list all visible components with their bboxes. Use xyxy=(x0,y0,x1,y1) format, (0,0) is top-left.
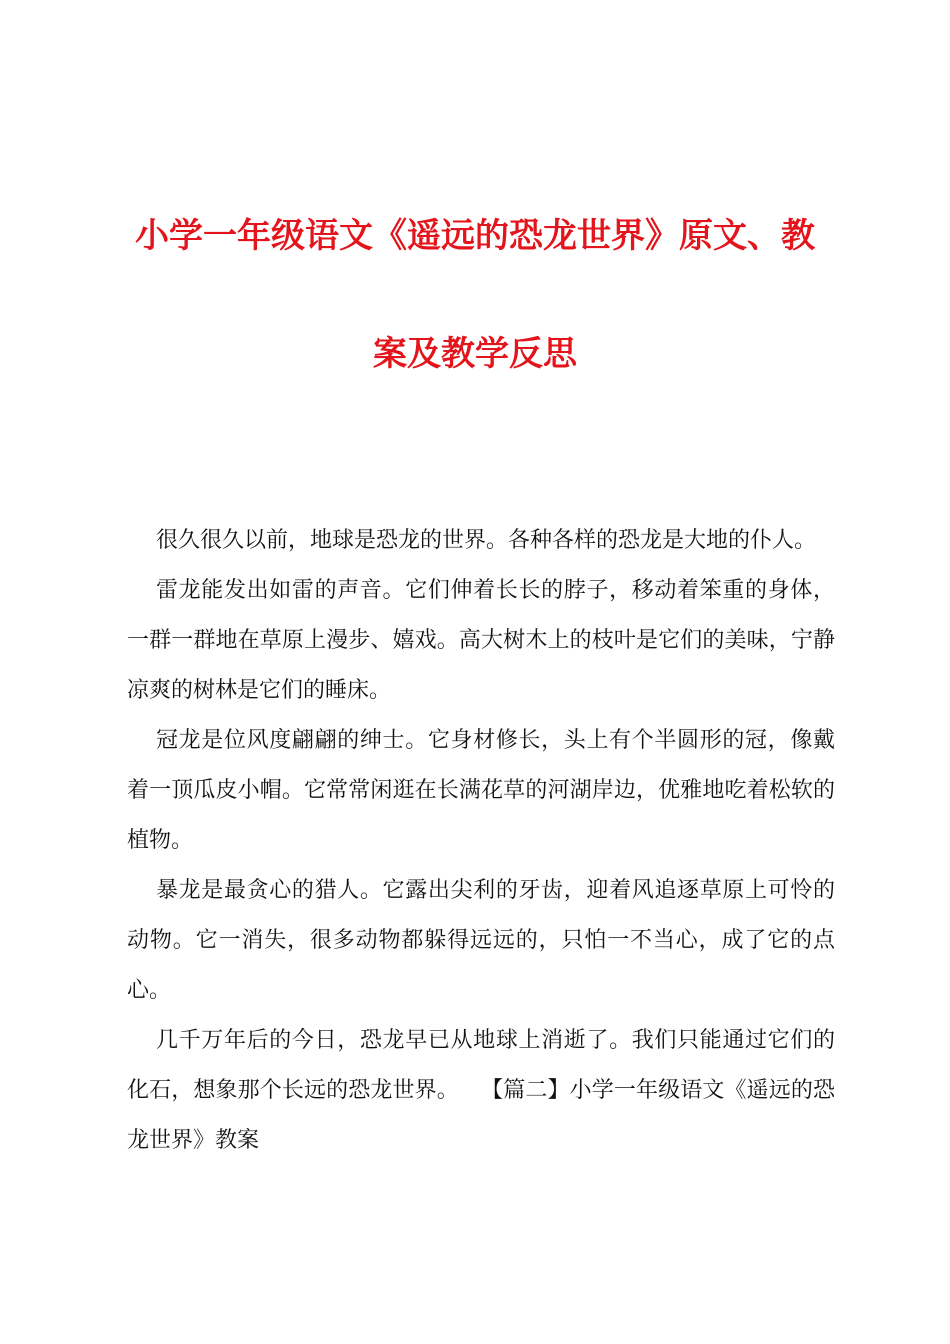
paragraph-intro: 很久很久以前，地球是恐龙的世界。各种各样的恐龙是大地的仆人。 xyxy=(156,528,817,553)
paragraph-crested-dragon: 冠龙是位风度翩翩的绅士。它身材修长，头上有个半圆形的冠，像戴着一顶瓜皮小帽。它常常闲逛在长满花草的河湖岸边，优雅地吃着松软的植物。 xyxy=(127,728,835,853)
document-title-line-1: 小学一年级语文《遥远的恐龙世界》原文、教 xyxy=(135,216,815,256)
paragraph-conclusion: 几千万年后的今日，恐龙早已从地球上消逝了。我们只能通过它们的化石，想象那个长远的恐龙世界。 【篇二】小学一年级语文《遥远的恐龙世界》教案 xyxy=(127,1028,835,1153)
paragraph-tyrannosaurus: 暴龙是最贪心的猎人。它露出尖利的牙齿，迎着风追逐草原上可怜的动物。它一消失，很多动物都躲得远远的，只怕一不当心，成了它的点心。 xyxy=(127,878,835,1003)
document-title-line-2: 案及教学反思 xyxy=(373,334,577,374)
paragraph-thunder-dragon: 雷龙能发出如雷的声音。它们伸着长长的脖子，移动着笨重的身体，一群一群地在草原上漫步、嬉戏。高大树木上的枝叶是它们的美味，宁静凉爽的树林是它们的睡床。 xyxy=(127,578,835,703)
document-body xyxy=(127,516,835,1166)
